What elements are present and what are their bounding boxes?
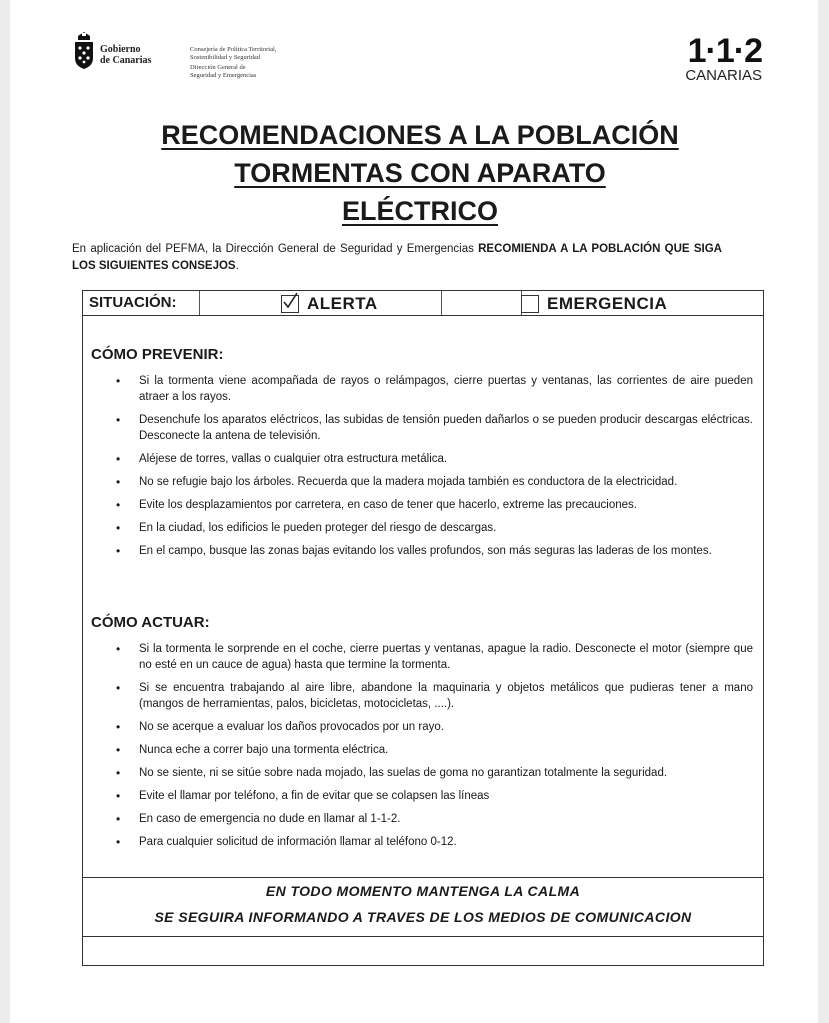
bullet-icon: • (116, 812, 121, 826)
direccion-line1: Dirección General de (190, 64, 246, 71)
intro-bold: RECOMIENDA A LA POBLACIÓN QUE SIGA LOS SIGUIENTES CONSEJOS (72, 243, 722, 272)
situation-label-cell (83, 291, 200, 315)
bullet-icon: • (116, 452, 121, 466)
list-item (83, 719, 753, 735)
consejeria-line2: Sostenibilidad y Seguridad (190, 53, 261, 61)
title-line2: TORMENTAS CON APARATO (234, 158, 606, 188)
bullet-icon: • (116, 374, 121, 388)
list-item-text: Si se encuentra trabajando al aire libre, abandone la maquinaria y objetos metálicos que pudieras tener a mano (mangos de herramientas, palos, bicicletas, motocicletas, ....). (139, 682, 753, 710)
gov-line1: Gobierno (100, 44, 141, 55)
intro-paragraph (72, 241, 722, 275)
prevenir-list (83, 373, 753, 566)
title-line3: ELÉCTRICO (341, 196, 498, 226)
list-item-text: Si la tormenta le sorprende en el coche, cierre puertas y ventanas, apague la radio. Desconecte el motor (siempre que no esté en un cauce de agua) hasta que termine la tormenta. (139, 643, 753, 671)
direccion-line2: Seguridad y Emergencias (190, 71, 257, 79)
bullet-icon: • (116, 475, 121, 489)
list-item-text: No se siente, ni se sitúe sobre nada mojado, las suelas de goma no garantizan totalmente la seguridad. (139, 767, 668, 779)
list-item (83, 742, 753, 758)
list-item-text: Aléjese de torres, vallas o cualquier otra estructura metálica. (139, 453, 448, 465)
bullet-icon: • (116, 681, 121, 695)
list-item (83, 474, 753, 490)
logo-text: CANARIAS (685, 67, 762, 84)
actuar-list (83, 641, 753, 857)
list-item (83, 680, 753, 712)
situation-label: SITUACIÓN: (89, 294, 177, 311)
list-item-text: Para cualquier solicitud de información llamar al teléfono 0-12. (139, 836, 457, 848)
title-line1: RECOMENDACIONES A LA POBLACIÓN (161, 120, 679, 150)
bullet-icon: • (116, 544, 121, 558)
bullet-icon: • (116, 498, 121, 512)
footer-banner (83, 877, 763, 937)
bullet-icon: • (116, 789, 121, 803)
bullet-icon: • (116, 642, 121, 656)
logo-112 (685, 34, 762, 84)
alerta-cell (199, 291, 442, 315)
list-item-text: Evite los desplazamientos por carretera, en caso de tener que hacerlo, extreme las precauciones. (139, 499, 637, 511)
canarias-crest-icon (72, 32, 96, 70)
list-item (83, 641, 753, 673)
list-item (83, 811, 753, 827)
emergencia-checkbox[interactable] (521, 295, 539, 313)
blank-cell (441, 291, 522, 315)
list-item (83, 788, 753, 804)
alerta-checkbox[interactable] (281, 295, 299, 313)
prevenir-heading: CÓMO PREVENIR: (91, 346, 224, 363)
list-item (83, 520, 753, 536)
bullet-icon: • (116, 413, 121, 427)
list-item-text: Nunca eche a correr bajo una tormenta eléctrica. (139, 744, 389, 756)
list-item (83, 412, 753, 444)
list-item-text: Desenchufe los aparatos eléctricos, las subidas de tensión pueden dañarlos o se pueden producir descargas eléctricas. Desconecte la antena de televisión. (139, 414, 753, 442)
alerta-label: ALERTA (307, 294, 378, 313)
footer-line1: EN TODO MOMENTO MANTENGA LA CALMA (265, 883, 581, 899)
list-item (83, 497, 753, 513)
bullet-icon: • (116, 743, 121, 757)
list-item-text: No se refugie bajo los árboles. Recuerda que la madera mojada también es conductora de la electricidad. (139, 476, 678, 488)
list-item (83, 373, 753, 405)
bullet-icon: • (116, 766, 121, 780)
recommendations-box (82, 290, 764, 966)
government-name (100, 44, 151, 66)
list-item (83, 834, 753, 850)
department-block (190, 46, 276, 79)
gov-line2: de Canarias (100, 55, 152, 66)
list-item-text: Si la tormenta viene acompañada de rayos o relámpagos, cierre puertas y ventanas, las corrientes de aire pueden atraer a los rayos. (139, 375, 753, 403)
actuar-heading: CÓMO ACTUAR: (91, 614, 210, 631)
list-item (83, 451, 753, 467)
consejeria-line1: Consejería de Política Territorial, (190, 46, 277, 53)
document-header (72, 30, 762, 100)
list-item-text: No se acerque a evaluar los daños provocados por un rayo. (139, 721, 444, 733)
emergencia-label: EMERGENCIA (547, 294, 668, 313)
emergencia-cell (521, 291, 763, 315)
list-item-text: Evite el llamar por teléfono, a fin de evitar que se colapsen las líneas (139, 790, 490, 802)
intro-end: . (235, 260, 239, 272)
bullet-icon: • (116, 521, 121, 535)
list-item-text: En la ciudad, los edificios le pueden proteger del riesgo de descargas. (139, 522, 497, 534)
situation-row (83, 291, 763, 316)
bullet-icon: • (116, 720, 121, 734)
list-item-text: En caso de emergencia no dude en llamar al 1-1-2. (139, 813, 401, 825)
list-item (83, 543, 753, 559)
document-title (70, 116, 770, 230)
document-page (10, 0, 818, 1023)
list-item (83, 765, 753, 781)
bullet-icon: • (116, 835, 121, 849)
list-item-text: En el campo, busque las zonas bajas evitando los valles profundos, son más seguras las laderas de los montes. (139, 545, 712, 557)
footer-line2: SE SEGUIRA INFORMANDO A TRAVES DE LOS MEDIOS DE COMUNICACION (154, 909, 692, 925)
check-mark-icon (281, 292, 299, 310)
logo-number: 1·1·2 (687, 32, 762, 70)
intro-text: En aplicación del PEFMA, la Dirección General de Seguridad y Emergencias (72, 243, 479, 255)
